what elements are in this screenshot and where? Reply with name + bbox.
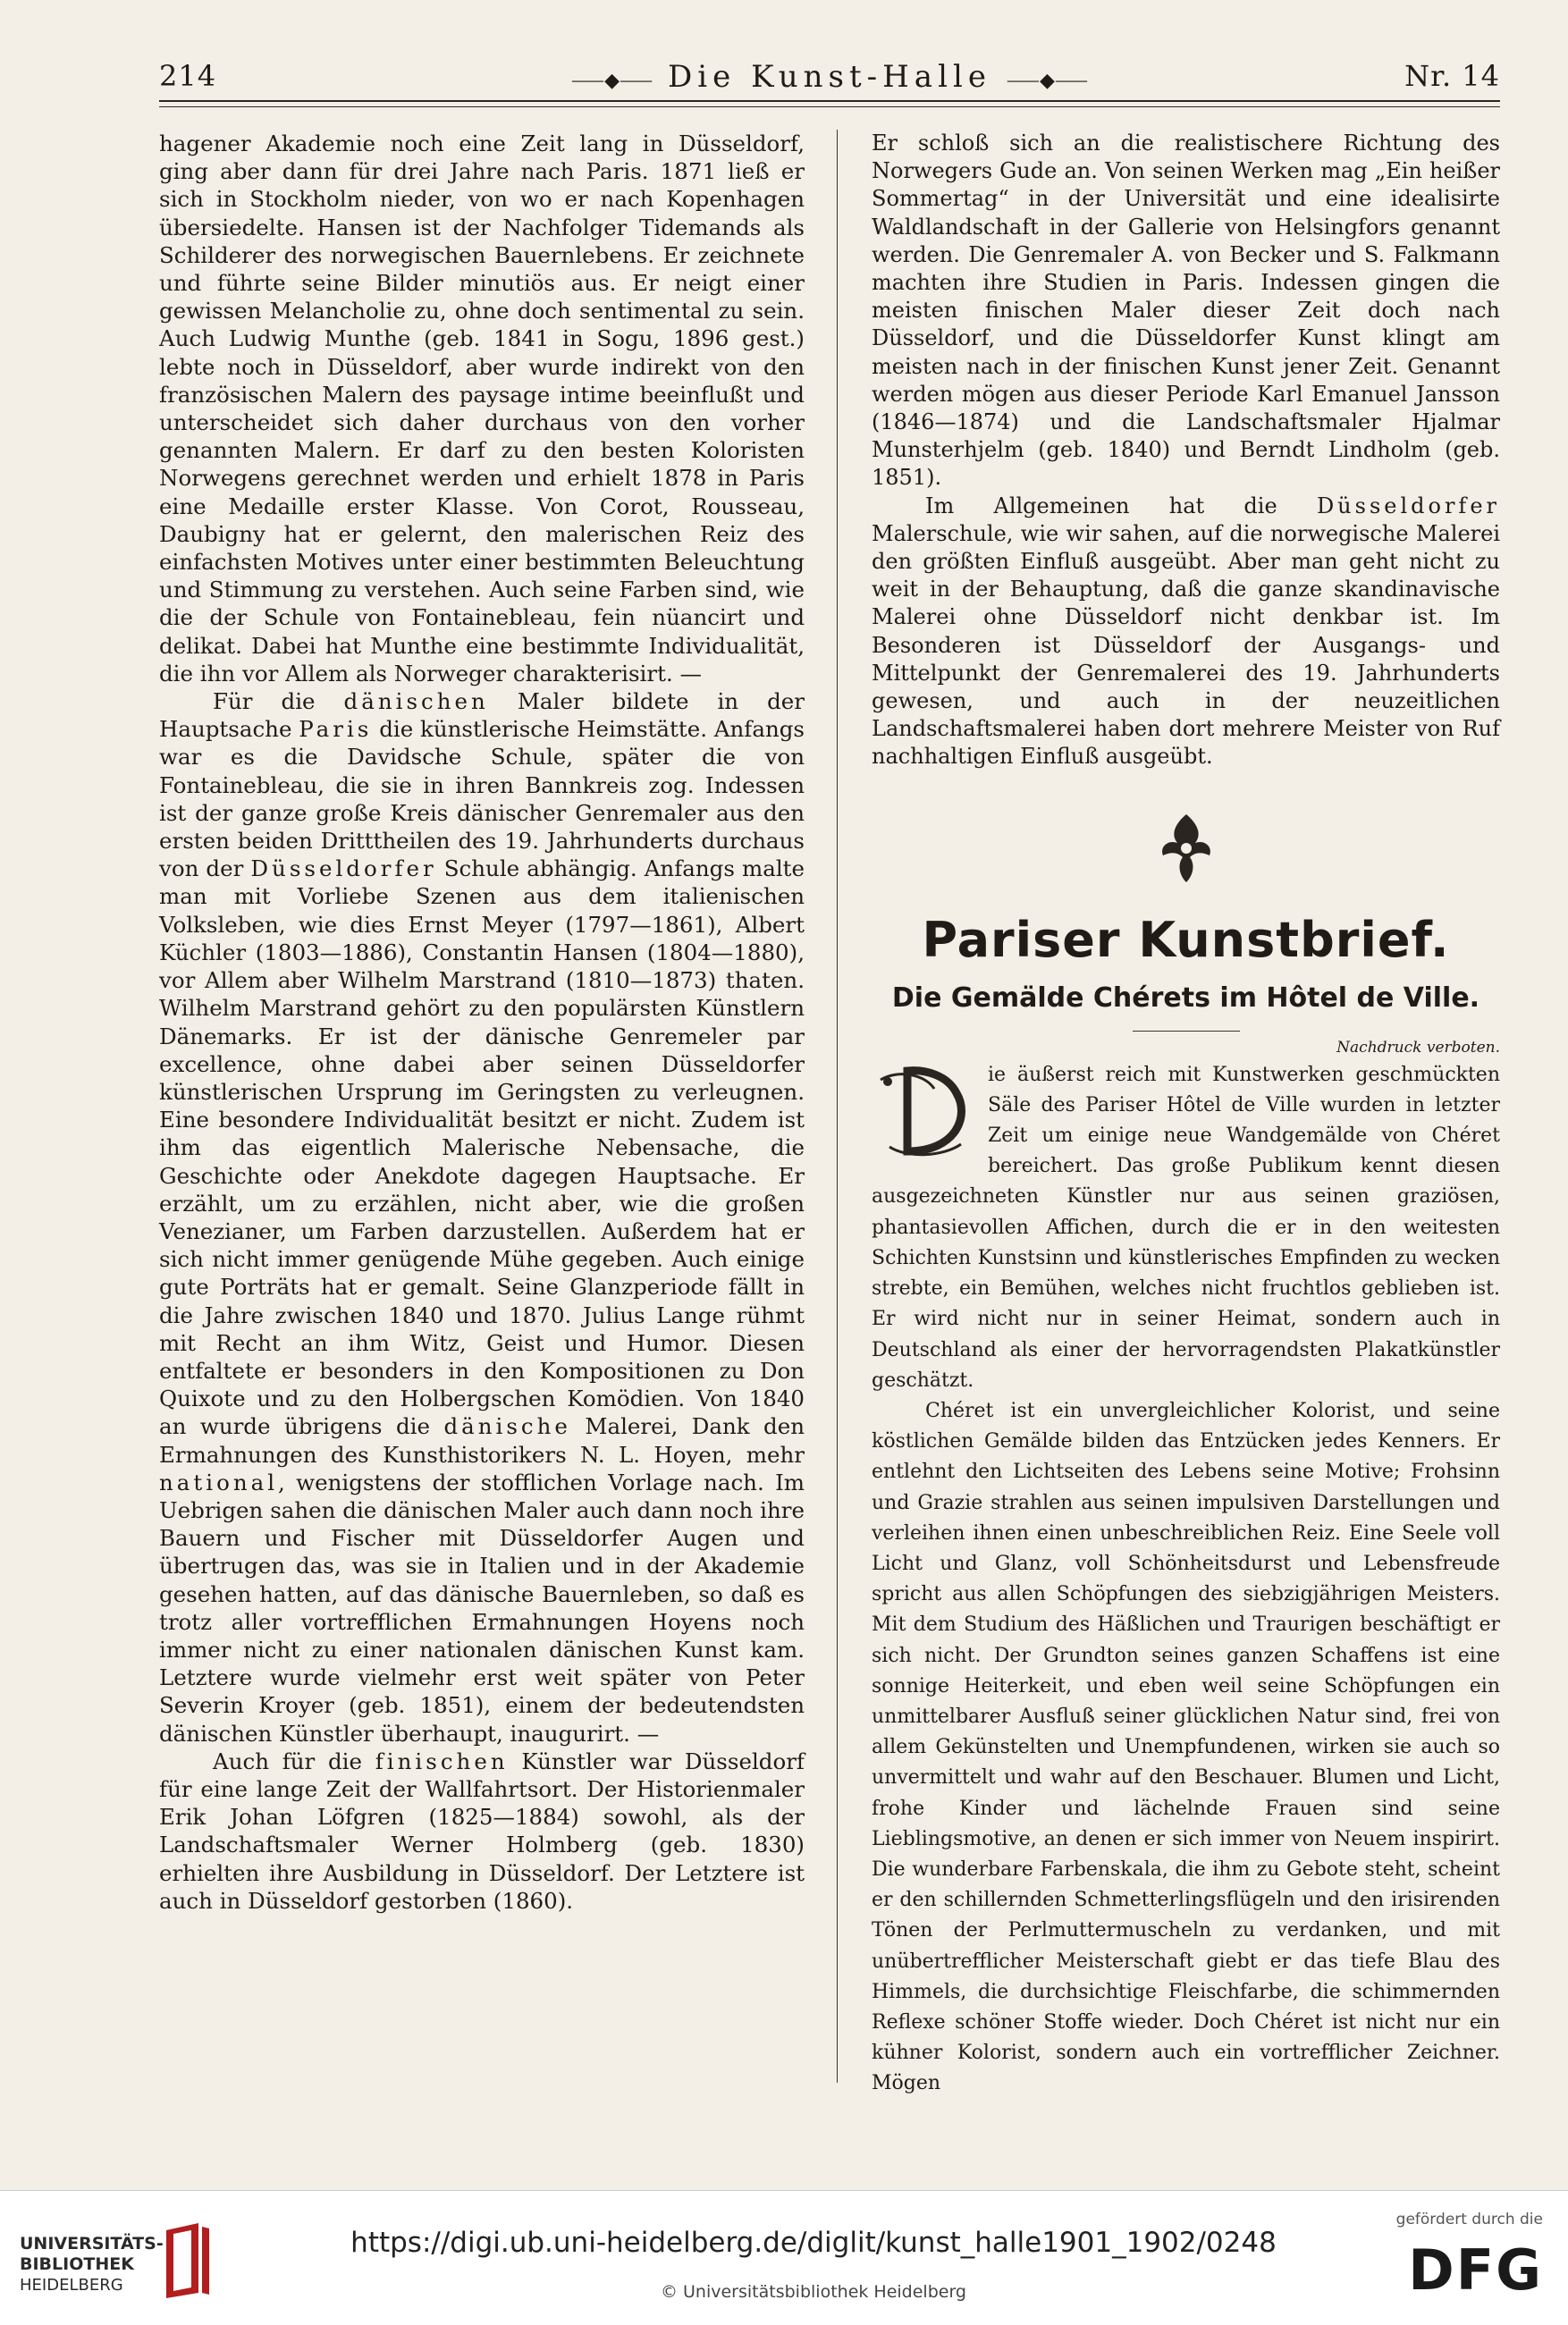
text-run: Maler bildete in der Hauptsache [159, 688, 805, 743]
paragraph [872, 1060, 1500, 1396]
emphasis-spaced: dänische [443, 1413, 571, 1440]
running-head [159, 55, 1500, 102]
text-run: die künstlerische Heimstätte. Anfangs war es die Davidsche Schule, später die von Fontainebleau, die sie in ihren Bannkreis zog. Indessen ist der ganze große Kreis dänischer Genremaler aus den ersten beiden Dritttheilen des 19. Jahrhunderts durchaus von der [159, 716, 805, 882]
text-run: Malerei, Dank den Ermahnungen des Kunsthistorikers N. L. Hoyen, mehr [159, 1413, 805, 1468]
emphasis-spaced: national [159, 1469, 279, 1495]
journal-title: Die Kunst-Halle [668, 59, 991, 95]
paragraph [159, 130, 805, 687]
header-rule [159, 100, 1500, 107]
library-name-line: HEIDELBERG [20, 2276, 123, 2295]
library-name-line: UNIVERSITÄTS- [20, 2234, 164, 2253]
running-head-ornament-icon: ⸺◆⸺ [570, 70, 653, 92]
article-subtitle: Die Gemälde Chérets im Hôtel de Ville. [891, 981, 1480, 1014]
issue-number: Nr. 14 [1404, 59, 1500, 93]
article-title: Pariser Kunstbrief. [922, 911, 1450, 968]
text-run: Malerschule, wie wir sahen, auf die norwegische Malerei den größten Einfluß ausgeübt. Aber man geht nicht zu weit in der Behauptung, daß die ganze skandinavische Malerei ohne Düsseldorf nicht denkbar ist. Im Besonderen ist Düsseldorf der Ausgangs- und Mittelpunkt der Genremalerei des 19. Jahrhunderts gewesen, und auch in der neuzeitlichen Landschaftsmalerei haben dort mehrere Meister von Ruf nachhaltigen Einfluß ausgeübt. [872, 520, 1500, 770]
emphasis-spaced: Paris [299, 716, 373, 743]
library-name [20, 2234, 164, 2296]
paragraph [872, 1396, 1500, 2100]
drop-cap-d-icon [872, 1062, 979, 1160]
dfg-logo-icon[interactable]: DFG [1408, 2237, 1543, 2303]
right-column [872, 130, 1500, 2100]
subtitle-rule [1133, 1031, 1240, 1032]
funding-note: gefördert durch die [1395, 2211, 1543, 2228]
article-pariser-kunstbrief [872, 909, 1500, 2100]
paragraph [159, 687, 805, 1748]
text-run: , wenigstens der stofflichen Vorlage nach. Im Uebrigen sahen die dänischen Maler auch dann noch ihre Bauern und Fischer mit Düsseldorfer Augen und übertrugen das, was sie in Italien und in der Akademie gesehen hatten, auf das dänische Bauernleben, so daß es trotz aller vortrefflichen Ermahnungen Hoyens noch immer nicht zu einer nationalen dänischen Kunst kam. Letztere wurde vielmehr erst weit später von Peter Severin Kroyer (geb. 1851), einem der bedeutendsten dänischen Künstler überhaupt, inaugurirt. — [159, 1469, 805, 1747]
column-rule [837, 130, 838, 2083]
library-name-line: BIBLIOTHEK [20, 2254, 134, 2274]
text-run: Schule abhängig. Anfangs malte man mit Vorliebe Szenen aus dem italienischen Volksleben, wie dies Ernst Meyer (1797—1861), Albert Küchler (1803—1886), Constantin Hansen (1804—1880), vor Allem aber Wilhelm Marstrand (1810—1873) thaten. Wilhelm Marstrand gehört zu den populärsten Künstlern Dänemarks. Er ist der dänische Genremeler par excellence, ohne dabei aber seinen Düsseldorfer künstlerischen Ursprung im Geringsten zu verleugnen. Eine besondere Individualität besitzt er nicht. Zudem ist ihm das eigentlich Malerische Nebensache, die Geschichte oder Anekdote dagegen Hauptsache. Er erzählt, um zu erzählen, nicht aber, wie die großen Venezianer, um Farben darzustellen. Außerdem hat er sich nicht immer genügende Mühe gegeben. Auch einige gute Porträts hat er gemalt. Seine Glanzperiode fällt in die Jahre zwischen 1840 und 1870. Julius Lange rühmt mit Recht an ihm Witz, Geist und Humor. Diesen entfaltete er besonders in den Kompositionen zu Don Quixote und zu den Holbergschen Komödien. Von 1840 an wurde übrigens die [159, 855, 805, 1440]
text-run: Im Allgemeinen hat die [925, 493, 1317, 518]
running-head-ornament-icon: ⸺◆⸺ [1006, 70, 1089, 92]
text-run: Chéret ist ein unvergleichlicher Kolorist, und seine köstlichen Gemälde bilden das Entzücken jedes Kenners. Er entlehnt den Lichtseiten des Lebens seine Motive; Frohsinn und Grazie strahlen aus seinen impulsiven Darstellungen und verleihen ihnen einen unbeschreiblichen Reiz. Eine Seele voll Licht und Glanz, voll Schönheitsdurst und Lebensfreude spricht aus allen Schöpfungen des siebzigjährigen Meisters. Mit dem Studium des Häßlichen und Traurigen beschäftigt er sich nicht. Der Grundton seines ganzen Schaffens ist eine sonnige Heiterkeit, und eben weil seine Schöpfungen ein unmittelbarer Ausfluß seiner glücklichen Natur sind, frei von allem Gekünstelten und Unempfundenen, wirken sie auch so unvermittelt und wahr auf den Beschauer. Blumen und Licht, frohe Kinder und lächelnde Frauen sind seine Lieblingsmotive, an denen er sich immer von Neuem inspirirt. Die wunderbare Farbenskala, die ihm zu Gebote steht, scheint er den schillernden Schmetterlingsflügeln und den irisirenden Tönen der Perlmuttermuscheln zu verdanken, und mit unübertrefflicher Meisterschaft giebt er das tiefe Blau des Himmels, die durchsichtige Fleischfarbe, die schimmernden Reflexe schöner Stoffe wieder. Doch Chéret ist nicht nur ein kühner Kolorist, sondern auch ein vortrefflicher Zeichner. Mögen [872, 1399, 1500, 2095]
article-body [872, 1060, 1500, 2100]
floral-vignette-icon [872, 807, 1500, 888]
reprint-notice: Nachdruck verboten. [1336, 1038, 1500, 1057]
copyright-notice: © Universitätsbibliothek Heidelberg [660, 2282, 966, 2302]
text-run: Künstler war Düsseldorf für eine lange Zeit der Wallfahrtsort. Der Historienmaler Erik Johan Löfgren (1825—1884) sowohl, als der Landschaftsmaler Werner Holmberg (geb. 1830) erhielten ihre Ausbildung in Düsseldorf. Der Letztere ist auch in Düsseldorf gestorben (1860). [159, 1748, 805, 1914]
paragraph [159, 1748, 805, 1915]
emphasis-spaced: dänischen [343, 688, 489, 715]
journal-title-line [159, 59, 1500, 95]
text-run: Er schloß sich an die realistischere Richtung des Norwegers Gude an. Von seinen Werken mag „Ein heißer Sommertag“ in der Universität und eine idealisirte Waldlandschaft in der Gallerie von Helsingfors genannt werden. Die Genremaler A. von Becker und S. Falkmann machten ihre Studien in Paris. Indessen gingen die meisten finischen Maler dieser Zeit doch nach Düsseldorf, und die Düsseldorfer Kunst klingt am meisten nach in der finischen Kunst jener Zeit. Genannt werden mögen aus dieser Periode Karl Emanuel Jansson (1846—1874) und die Landschaftsmaler Hjalmar Munsterhjelm (geb. 1840) und Berndt Lindholm (geb. 1851). [872, 131, 1500, 491]
paragraph [872, 130, 1500, 493]
paragraph [872, 493, 1500, 771]
text-run: Für die [213, 688, 344, 715]
emphasis-spaced: Düsseldorfer [1316, 493, 1500, 518]
viewer-footer [0, 2190, 1568, 2325]
emphasis-spaced: Düsseldorfer [250, 855, 437, 882]
text-run: Auch für die [213, 1748, 375, 1774]
page-number: 214 [159, 59, 217, 93]
left-column [159, 130, 805, 1915]
permalink-url[interactable]: https://digi.ub.uni-heidelberg.de/diglit/kunst_halle1901_1902/0248 [350, 2227, 1277, 2259]
text-run: hagener Akademie noch eine Zeit lang in Düsseldorf, ging aber dann für drei Jahre nach Paris. 1871 ließ er sich in Stockholm nieder, von wo er nach Kopenhagen übersiedelte. Hansen ist der Nachfolger Tidemands als Schilderer des norwegischen Bauernlebens. Er zeichnete und führte seine Bilder minutiös aus. Er neigt einer gewissen Melancholie zu, ohne doch sentimental zu sein. Auch Ludwig Munthe (geb. 1841 in Sogu, 1896 gest.) lebte noch in Düsseldorf, aber wurde indirekt von den französischen Malern des paysage intime beeinflußt und unterscheidet sich daher durchaus von den vorher genannten Malern. Er darf zu den besten Koloristen Norwegens gerechnet werden und erhielt 1878 in Paris eine Medaille erster Klasse. Von Corot, Rousseau, Daubigny hat er gelernt, den malerischen Reiz des einfachsten Motives unter einer bestimmten Beleuchtung und Stimmung zu verstehen. Auch seine Farben sind, wie die der Schule von Fontainebleau, fein nüancirt und delikat. Dabei hat Munthe eine bestimmte Individualität, die ihn vor Allem als Norweger charakterisirt. — [159, 131, 805, 687]
text-run: ie äußerst reich mit Kunstwerken geschmückten Säle des Pariser Hôtel de Ville wurden in letzter Zeit um einige neue Wandgemälde von Chéret bereichert. Das große Publikum kennt diesen ausgezeichneten Künstler nur aus seinen graziösen, phantasievollen Affichen, durch die er in den weitesten Schichten Kunstsinn und künstlerisches Empfinden zu wecken strebte, ein Bemühen, welches nicht fruchtlos geblieben ist. Er wird nicht nur in seiner Heimat, sondern auch in Deutschland als einer der hervorragendsten Plakatkünstler geschätzt. [872, 1063, 1500, 1392]
emphasis-spaced: finischen [375, 1748, 509, 1774]
library-logo-icon[interactable] [20, 2216, 216, 2302]
